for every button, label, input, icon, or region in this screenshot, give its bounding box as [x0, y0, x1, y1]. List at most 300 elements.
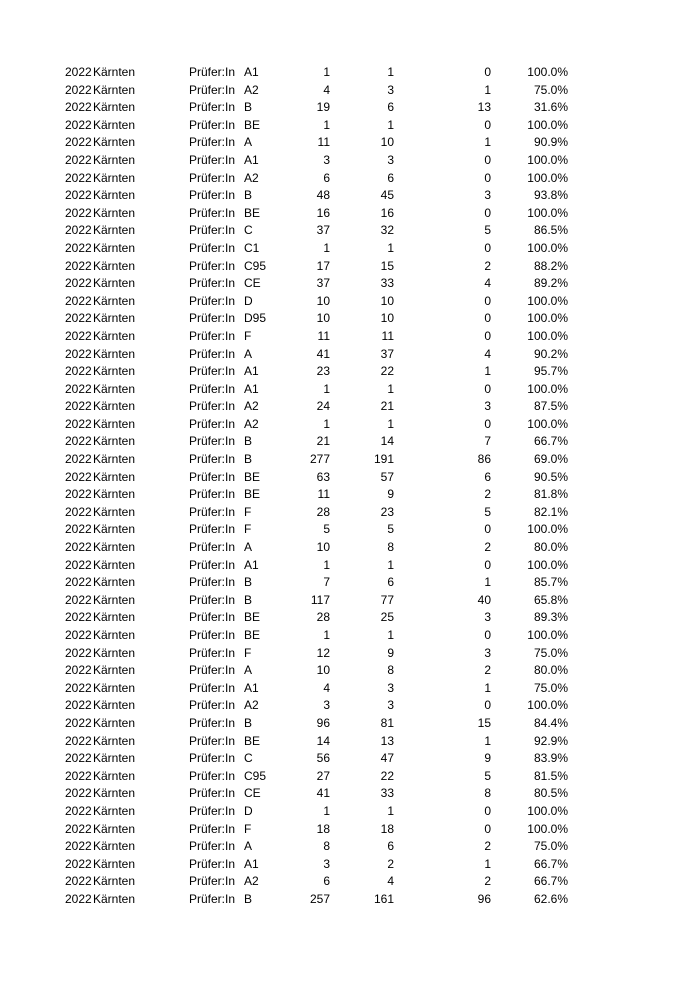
role-cell: Prüfer:In [189, 205, 236, 220]
rate-cell: 100.0% [527, 205, 568, 220]
role-cell: Prüfer:In [189, 346, 236, 361]
rate-cell: 88.2% [533, 258, 568, 273]
year-cell: 2022 [65, 135, 92, 150]
passed-cell: 3 [387, 82, 394, 97]
table-row [0, 873, 700, 891]
region-cell: Kärnten [93, 610, 136, 625]
failed-cell: 3 [484, 188, 491, 203]
region-cell: Kärnten [93, 874, 136, 889]
total-cell: 16 [316, 205, 330, 220]
passed-cell: 4 [387, 874, 394, 889]
failed-cell: 7 [484, 434, 491, 449]
table-row [0, 258, 700, 276]
passed-cell: 47 [380, 751, 394, 766]
failed-cell: 1 [484, 575, 491, 590]
region-cell: Kärnten [93, 258, 136, 273]
total-cell: 27 [316, 768, 330, 783]
year-cell: 2022 [65, 434, 92, 449]
year-cell: 2022 [65, 522, 92, 537]
region-cell: Kärnten [93, 522, 136, 537]
year-cell: 2022 [65, 82, 92, 97]
table-row [0, 117, 700, 135]
year-cell: 2022 [65, 381, 92, 396]
region-cell: Kärnten [93, 698, 136, 713]
total-cell: 257 [309, 891, 330, 906]
passed-cell: 3 [387, 152, 394, 167]
failed-cell: 0 [484, 328, 491, 343]
table-row [0, 574, 700, 592]
role-cell: Prüfer:In [189, 487, 236, 502]
table-row [0, 170, 700, 188]
passed-cell: 6 [387, 170, 394, 185]
failed-cell: 0 [484, 557, 491, 572]
rate-cell: 85.7% [533, 575, 568, 590]
rate-cell: 100.0% [527, 803, 568, 818]
region-cell: Kärnten [93, 188, 136, 203]
region-cell: Kärnten [93, 381, 136, 396]
data-table [0, 64, 700, 909]
year-cell: 2022 [65, 188, 92, 203]
passed-cell: 45 [380, 188, 394, 203]
rate-cell: 100.0% [527, 293, 568, 308]
year-cell: 2022 [65, 663, 92, 678]
role-cell: Prüfer:In [189, 751, 236, 766]
table-row [0, 363, 700, 381]
rate-cell: 100.0% [527, 381, 568, 396]
failed-cell: 0 [484, 152, 491, 167]
failed-cell: 0 [484, 240, 491, 255]
table-row [0, 416, 700, 434]
failed-cell: 2 [484, 839, 491, 854]
year-cell: 2022 [65, 645, 92, 660]
failed-cell: 9 [484, 751, 491, 766]
table-row [0, 469, 700, 487]
passed-cell: 6 [387, 839, 394, 854]
region-cell: Kärnten [93, 540, 136, 555]
rate-cell: 100.0% [527, 698, 568, 713]
passed-cell: 22 [380, 364, 394, 379]
passed-cell: 33 [380, 276, 394, 291]
role-cell: Prüfer:In [189, 680, 236, 695]
year-cell: 2022 [65, 487, 92, 502]
region-cell: Kärnten [93, 205, 136, 220]
year-cell: 2022 [65, 152, 92, 167]
passed-cell: 13 [380, 733, 394, 748]
passed-cell: 161 [373, 891, 394, 906]
role-cell: Prüfer:In [189, 135, 236, 150]
table-row [0, 328, 700, 346]
class-cell: D [244, 803, 253, 818]
region-cell: Kärnten [93, 311, 136, 326]
passed-cell: 18 [380, 821, 394, 836]
failed-cell: 40 [477, 592, 491, 607]
role-cell: Prüfer:In [189, 663, 236, 678]
failed-cell: 1 [484, 733, 491, 748]
year-cell: 2022 [65, 768, 92, 783]
region-cell: Kärnten [93, 786, 136, 801]
passed-cell: 191 [373, 452, 394, 467]
failed-cell: 0 [484, 628, 491, 642]
region-cell: Kärnten [93, 469, 136, 484]
region-cell: Kärnten [93, 152, 136, 167]
class-cell: F [244, 328, 252, 343]
year-cell: 2022 [65, 223, 92, 238]
failed-cell: 0 [484, 381, 491, 396]
total-cell: 4 [323, 82, 330, 97]
role-cell: Prüfer:In [189, 223, 236, 238]
table-row [0, 398, 700, 416]
rate-cell: 93.8% [533, 188, 568, 203]
passed-cell: 8 [387, 540, 394, 555]
rate-cell: 66.7% [533, 856, 568, 871]
class-cell: A1 [244, 65, 259, 79]
class-cell: D95 [244, 311, 267, 326]
table-row [0, 240, 700, 258]
role-cell: Prüfer:In [189, 399, 236, 414]
total-cell: 10 [316, 311, 330, 326]
table-row [0, 838, 700, 856]
failed-cell: 4 [484, 276, 491, 291]
year-cell: 2022 [65, 504, 92, 519]
total-cell: 96 [316, 715, 330, 730]
class-cell: A2 [244, 82, 259, 97]
failed-cell: 0 [484, 293, 491, 308]
total-cell: 7 [323, 575, 330, 590]
total-cell: 6 [323, 874, 330, 889]
region-cell: Kärnten [93, 680, 136, 695]
failed-cell: 2 [484, 540, 491, 555]
rate-cell: 80.5% [533, 786, 568, 801]
table-row [0, 609, 700, 627]
failed-cell: 1 [484, 856, 491, 871]
total-cell: 23 [316, 364, 330, 379]
rate-cell: 100.0% [527, 821, 568, 836]
rate-cell: 92.9% [533, 733, 568, 748]
failed-cell: 1 [484, 680, 491, 695]
class-cell: BE [244, 610, 261, 625]
role-cell: Prüfer:In [189, 311, 236, 326]
rate-cell: 87.5% [533, 399, 568, 414]
passed-cell: 15 [380, 258, 394, 273]
rate-cell: 95.7% [533, 364, 568, 379]
role-cell: Prüfer:In [189, 328, 236, 343]
role-cell: Prüfer:In [189, 768, 236, 783]
year-cell: 2022 [65, 680, 92, 695]
year-cell: 2022 [65, 311, 92, 326]
class-cell: A1 [244, 557, 259, 572]
rate-cell: 89.3% [533, 610, 568, 625]
rate-cell: 69.0% [533, 452, 568, 467]
failed-cell: 0 [484, 117, 491, 132]
role-cell: Prüfer:In [189, 874, 236, 889]
class-cell: A2 [244, 874, 259, 889]
passed-cell: 14 [380, 434, 394, 449]
passed-cell: 6 [387, 575, 394, 590]
rate-cell: 100.0% [527, 628, 568, 642]
role-cell: Prüfer:In [189, 821, 236, 836]
region-cell: Kärnten [93, 223, 136, 238]
passed-cell: 81 [380, 715, 394, 730]
year-cell: 2022 [65, 276, 92, 291]
class-cell: BE [244, 628, 261, 642]
region-cell: Kärnten [93, 575, 136, 590]
passed-cell: 5 [387, 522, 394, 537]
table-row [0, 187, 700, 205]
rate-cell: 65.8% [533, 592, 568, 607]
passed-cell: 37 [380, 346, 394, 361]
passed-cell: 77 [380, 592, 394, 607]
table-row [0, 504, 700, 522]
class-cell: C95 [244, 768, 267, 783]
total-cell: 1 [323, 628, 330, 642]
region-cell: Kärnten [93, 293, 136, 308]
passed-cell: 32 [380, 223, 394, 238]
total-cell: 3 [323, 698, 330, 713]
rate-cell: 100.0% [527, 522, 568, 537]
class-cell: A2 [244, 416, 259, 431]
role-cell: Prüfer:In [189, 557, 236, 572]
class-cell: A1 [244, 680, 259, 695]
rate-cell: 66.7% [533, 434, 568, 449]
class-cell: B [244, 891, 253, 906]
region-cell: Kärnten [93, 346, 136, 361]
table-row [0, 99, 700, 117]
class-cell: B [244, 452, 253, 467]
failed-cell: 0 [484, 205, 491, 220]
table-row [0, 697, 700, 715]
table-row [0, 539, 700, 557]
failed-cell: 2 [484, 874, 491, 889]
rate-cell: 100.0% [527, 117, 568, 132]
table-row [0, 451, 700, 469]
rate-cell: 100.0% [527, 328, 568, 343]
table-row [0, 275, 700, 293]
region-cell: Kärnten [93, 628, 136, 642]
passed-cell: 22 [380, 768, 394, 783]
total-cell: 17 [316, 258, 330, 273]
passed-cell: 1 [387, 117, 394, 132]
table-row [0, 346, 700, 364]
class-cell: BE [244, 205, 261, 220]
class-cell: BE [244, 469, 261, 484]
role-cell: Prüfer:In [189, 188, 236, 203]
failed-cell: 15 [477, 715, 491, 730]
failed-cell: 8 [484, 786, 491, 801]
total-cell: 277 [309, 452, 330, 467]
year-cell: 2022 [65, 821, 92, 836]
role-cell: Prüfer:In [189, 117, 236, 132]
table-row [0, 486, 700, 504]
passed-cell: 11 [381, 328, 394, 343]
failed-cell: 96 [477, 891, 491, 906]
role-cell: Prüfer:In [189, 276, 236, 291]
total-cell: 37 [316, 223, 330, 238]
region-cell: Kärnten [93, 65, 136, 79]
failed-cell: 0 [484, 821, 491, 836]
region-cell: Kärnten [93, 452, 136, 467]
year-cell: 2022 [65, 293, 92, 308]
rate-cell: 75.0% [533, 82, 568, 97]
total-cell: 117 [310, 592, 330, 607]
region-cell: Kärnten [93, 399, 136, 414]
role-cell: Prüfer:In [189, 803, 236, 818]
role-cell: Prüfer:In [189, 540, 236, 555]
passed-cell: 23 [380, 504, 394, 519]
region-cell: Kärnten [93, 364, 136, 379]
passed-cell: 25 [380, 610, 394, 625]
rate-cell: 100.0% [527, 65, 568, 79]
region-cell: Kärnten [93, 663, 136, 678]
passed-cell: 21 [380, 399, 394, 414]
class-cell: F [244, 522, 252, 537]
role-cell: Prüfer:In [189, 100, 236, 115]
passed-cell: 10 [380, 311, 394, 326]
passed-cell: 3 [387, 698, 394, 713]
class-cell: A1 [244, 856, 259, 871]
total-cell: 10 [316, 663, 330, 678]
region-cell: Kärnten [93, 170, 136, 185]
region-cell: Kärnten [93, 434, 136, 449]
year-cell: 2022 [65, 364, 92, 379]
year-cell: 2022 [65, 733, 92, 748]
region-cell: Kärnten [93, 751, 136, 766]
role-cell: Prüfer:In [189, 839, 236, 854]
total-cell: 24 [316, 399, 330, 414]
class-cell: A [244, 346, 253, 361]
table-row [0, 293, 700, 311]
failed-cell: 5 [484, 223, 491, 238]
total-cell: 12 [316, 645, 330, 660]
rate-cell: 83.9% [533, 751, 568, 766]
table-row [0, 152, 700, 170]
year-cell: 2022 [65, 65, 92, 79]
passed-cell: 1 [387, 381, 394, 396]
role-cell: Prüfer:In [189, 715, 236, 730]
role-cell: Prüfer:In [189, 82, 236, 97]
table-row [0, 82, 700, 100]
year-cell: 2022 [65, 698, 92, 713]
total-cell: 14 [316, 733, 330, 748]
region-cell: Kärnten [93, 768, 136, 783]
year-cell: 2022 [65, 715, 92, 730]
year-cell: 2022 [65, 452, 92, 467]
table-row [0, 733, 700, 751]
passed-cell: 1 [387, 557, 394, 572]
region-cell: Kärnten [93, 504, 136, 519]
class-cell: B [244, 188, 253, 203]
rate-cell: 66.7% [533, 874, 568, 889]
total-cell: 11 [317, 487, 330, 502]
rate-cell: 62.6% [533, 891, 568, 906]
table-row [0, 433, 700, 451]
role-cell: Prüfer:In [189, 698, 236, 713]
region-cell: Kärnten [93, 733, 136, 748]
role-cell: Prüfer:In [189, 434, 236, 449]
class-cell: C [244, 223, 253, 238]
total-cell: 41 [316, 346, 330, 361]
table-row [0, 310, 700, 328]
role-cell: Prüfer:In [189, 170, 236, 185]
year-cell: 2022 [65, 803, 92, 818]
year-cell: 2022 [65, 575, 92, 590]
role-cell: Prüfer:In [189, 504, 236, 519]
failed-cell: 1 [484, 364, 491, 379]
failed-cell: 0 [484, 803, 491, 818]
total-cell: 5 [323, 522, 330, 537]
total-cell: 41 [316, 786, 330, 801]
total-cell: 11 [317, 135, 330, 150]
table-row [0, 715, 700, 733]
total-cell: 3 [323, 152, 330, 167]
region-cell: Kärnten [93, 100, 136, 115]
year-cell: 2022 [65, 557, 92, 572]
failed-cell: 3 [484, 645, 491, 660]
class-cell: A [244, 540, 253, 555]
role-cell: Prüfer:In [189, 645, 236, 660]
year-cell: 2022 [65, 346, 92, 361]
total-cell: 11 [317, 328, 330, 343]
total-cell: 10 [316, 293, 330, 308]
failed-cell: 1 [484, 135, 491, 150]
passed-cell: 6 [387, 100, 394, 115]
class-cell: A [244, 839, 253, 854]
region-cell: Kärnten [93, 821, 136, 836]
rate-cell: 82.1% [533, 504, 568, 519]
total-cell: 37 [316, 276, 330, 291]
total-cell: 48 [316, 188, 330, 203]
rate-cell: 75.0% [533, 839, 568, 854]
class-cell: A [244, 135, 253, 150]
class-cell: A1 [244, 364, 259, 379]
table-row [0, 557, 700, 575]
passed-cell: 9 [387, 645, 394, 660]
region-cell: Kärnten [93, 487, 136, 502]
rate-cell: 100.0% [527, 240, 568, 255]
year-cell: 2022 [65, 786, 92, 801]
year-cell: 2022 [65, 856, 92, 871]
passed-cell: 8 [387, 663, 394, 678]
class-cell: BE [244, 487, 261, 502]
table-row [0, 134, 700, 152]
class-cell: CE [244, 276, 261, 291]
region-cell: Kärnten [93, 82, 136, 97]
region-cell: Kärnten [93, 891, 136, 906]
table-row [0, 64, 700, 82]
total-cell: 10 [316, 540, 330, 555]
year-cell: 2022 [65, 258, 92, 273]
failed-cell: 13 [477, 100, 491, 115]
failed-cell: 0 [484, 416, 491, 431]
failed-cell: 86 [477, 452, 491, 467]
passed-cell: 10 [380, 293, 394, 308]
role-cell: Prüfer:In [189, 469, 236, 484]
total-cell: 1 [323, 117, 330, 132]
class-cell: A1 [244, 381, 259, 396]
region-cell: Kärnten [93, 715, 136, 730]
total-cell: 4 [323, 680, 330, 695]
class-cell: B [244, 434, 253, 449]
table-row [0, 521, 700, 539]
role-cell: Prüfer:In [189, 628, 236, 642]
role-cell: Prüfer:In [189, 240, 236, 255]
region-cell: Kärnten [93, 592, 136, 607]
total-cell: 1 [323, 381, 330, 396]
failed-cell: 2 [484, 258, 491, 273]
region-cell: Kärnten [93, 240, 136, 255]
rate-cell: 81.5% [533, 768, 568, 783]
rate-cell: 80.0% [533, 663, 568, 678]
table-row [0, 768, 700, 786]
